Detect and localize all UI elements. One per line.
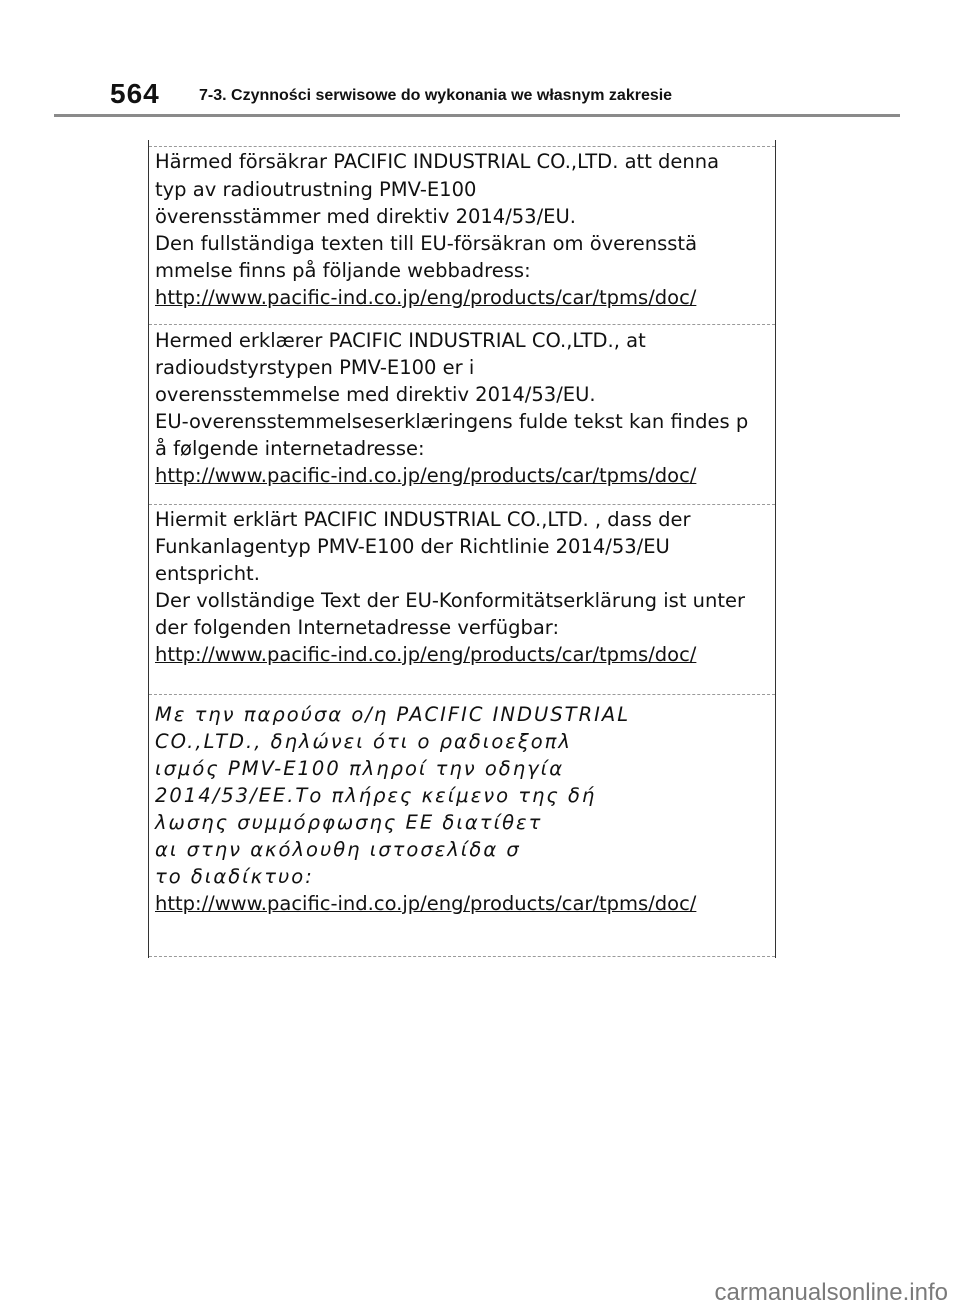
text-line: mmelse finns på följande webbadress: [155,259,531,282]
text-line: radioudstyrstypen PMV-E100 er i [155,356,475,379]
doc-link[interactable]: http://www.pacific-ind.co.jp/eng/products/car/tpms/doc/ [155,892,697,915]
text-line: Der vollständige Text der EU-Konformitätserklärung ist unter [155,589,746,612]
text-line: EU-overensstemmelseserklæringens fulde tekst kan findes p [155,410,749,433]
text-line: Härmed försäkrar PACIFIC INDUSTRIAL CO.,LTD. att denna [155,150,720,173]
watermark: carmanualsonline.info [714,1279,948,1306]
block-separator [149,146,775,147]
text-line: å følgende internetadresse: [155,437,425,460]
page-number: 564 [110,78,160,109]
block-separator [149,504,775,505]
block-separator [149,956,775,957]
text-line: το διαδίκτυο: [155,865,314,888]
block-separator [149,694,775,695]
text-line: Hiermit erklärt PACIFIC INDUSTRIAL CO.,LTD. , dass der [155,508,691,531]
text-line: typ av radioutrustning PMV-E100 [155,178,477,201]
text-line: der folgenden Internetadresse verfügbar: [155,616,560,639]
section-title: 7-3. Czynności serwisowe do wykonania we własnym zakresie [199,87,673,104]
text-line: Den fullständiga texten till EU-försäkran om överensstä [155,232,698,255]
text-line: CO.,LTD., δηλώνει ότι ο ραδιοεξοπλ [155,730,572,753]
doc-link[interactable]: http://www.pacific-ind.co.jp/eng/products/car/tpms/doc/ [155,464,697,487]
doc-link[interactable]: http://www.pacific-ind.co.jp/eng/products/car/tpms/doc/ [155,643,697,666]
declaration-box [148,140,776,958]
text-line: Hermed erklærer PACIFIC INDUSTRIAL CO.,LTD., at [155,329,646,352]
text-line: λωσης συμμόρφωσης ΕΕ διατίθετ [155,811,543,834]
text-line: entspricht. [155,562,260,585]
page-header [54,78,900,112]
block-separator [149,324,775,325]
doc-link[interactable]: http://www.pacific-ind.co.jp/eng/products/car/tpms/doc/ [155,286,697,309]
text-line: Με την παρούσα ο/η PACIFIC INDUSTRIAL [155,703,631,726]
text-line: 2014/53/ΕΕ.Το πλήρες κείμενο της δή [155,784,597,807]
text-line: αι στην ακόλουθη ιστοσελίδα σ [155,838,521,861]
text-line: ισμός PMV-E100 πληροί την οδηγία [155,757,565,780]
text-line: överensstämmer med direktiv 2014/53/EU. [155,205,576,228]
text-line: Funkanlagentyp PMV-E100 der Richtlinie 2014/53/EU [155,535,670,558]
header-rule [54,114,900,117]
text-line: overensstemmelse med direktiv 2014/53/EU. [155,383,596,406]
